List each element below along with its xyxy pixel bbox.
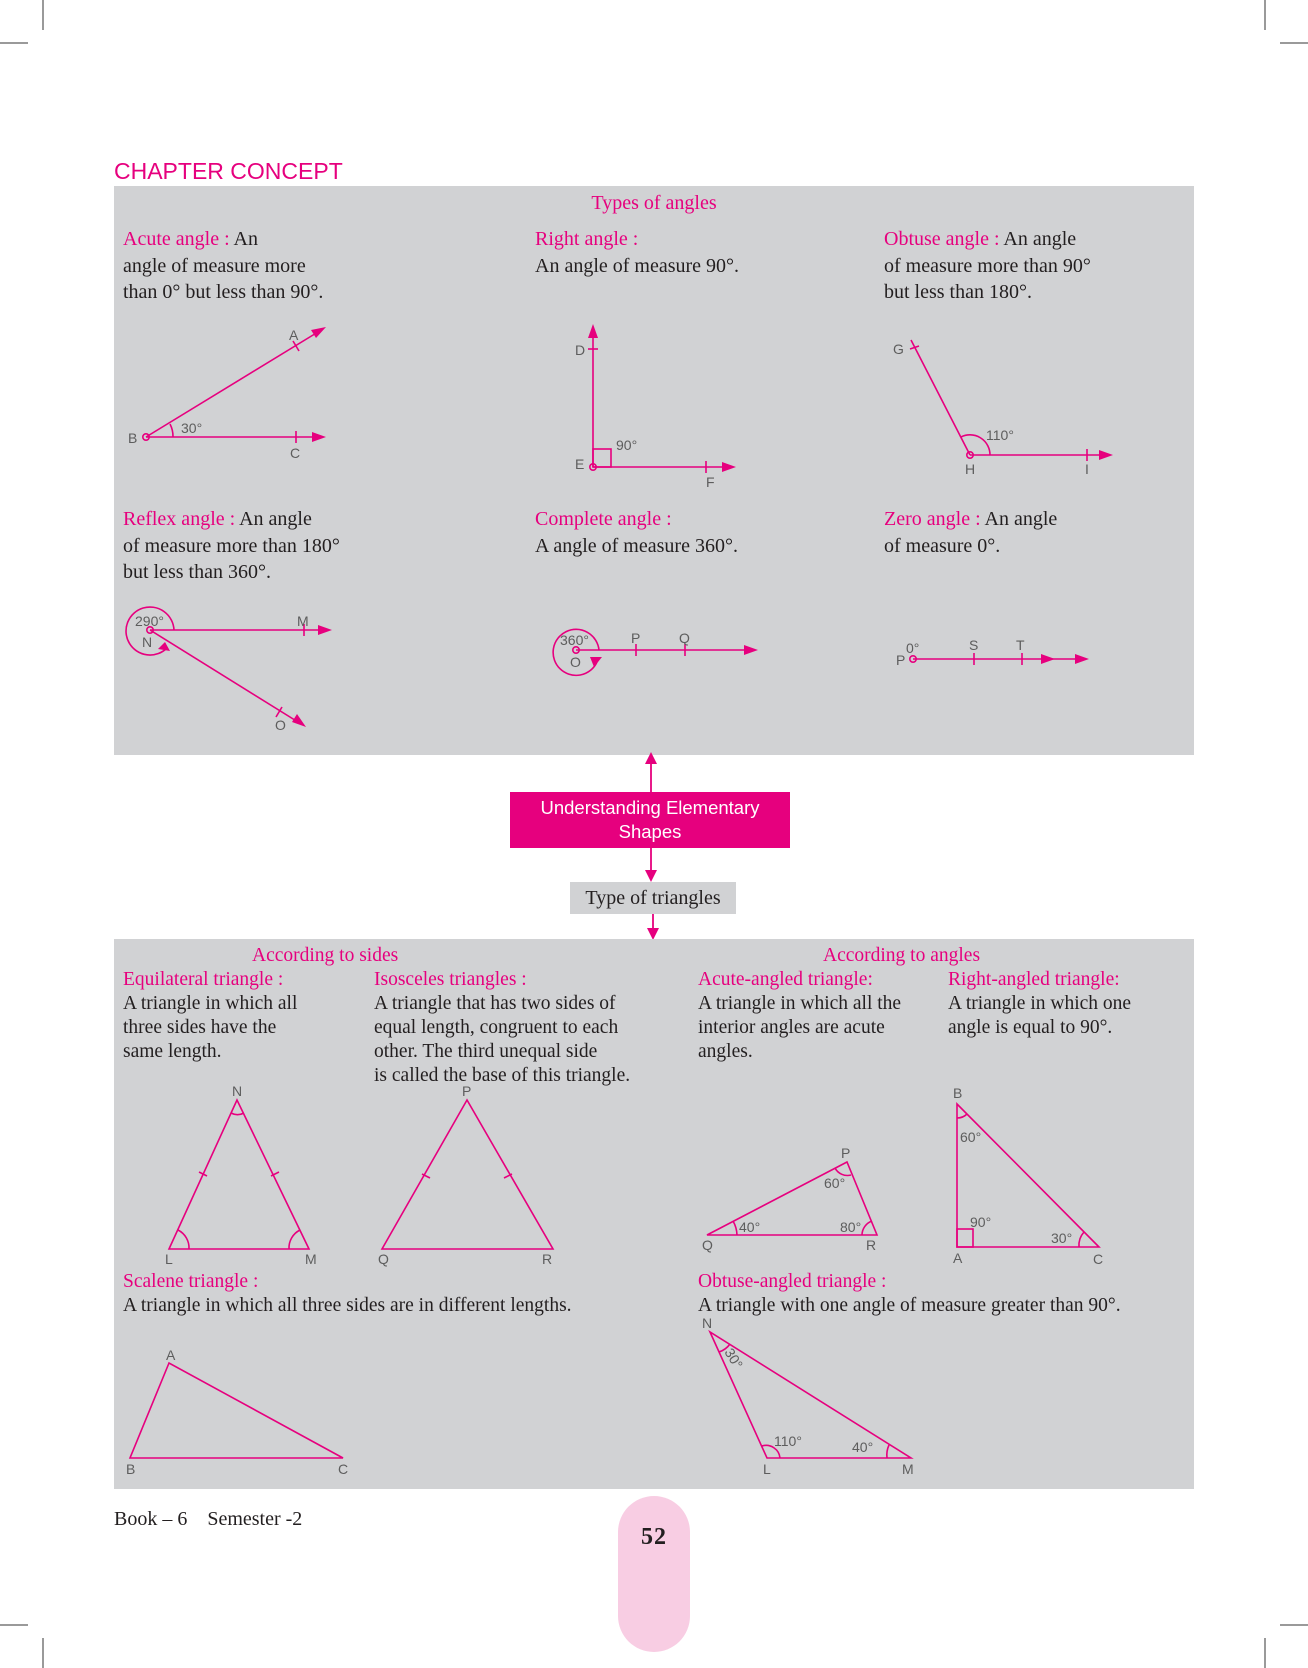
vertex-label: L — [165, 1251, 173, 1267]
angle-measure: 360° — [560, 632, 589, 648]
angle-measure: 80° — [840, 1219, 862, 1235]
page-number-tab — [618, 1496, 690, 1652]
angle-measure: 90° — [970, 1214, 992, 1230]
obtuse-angle-definition: Obtuse angle : An angle of measure more than 90° but less than 180°. — [884, 228, 1091, 303]
vertex-label: Q — [702, 1237, 713, 1253]
reflex-angle-definition: Reflex angle : An angle of measure more than 180° but less than 360°. — [123, 508, 340, 583]
right-angle-definition: Right angle : An angle of measure 90°. — [535, 228, 740, 277]
vertex-label: N — [232, 1083, 243, 1099]
point-label: C — [290, 445, 301, 461]
obtuse-angled-definition: Obtuse-angled triangle : A triangle with one angle of measure greater than 90°. — [698, 1271, 1121, 1316]
point-label: Q — [679, 630, 690, 646]
vertex-label: P — [462, 1083, 472, 1099]
obtuse-angle-term: Obtuse angle : — [884, 228, 1000, 250]
point-label: M — [297, 613, 309, 629]
vertex-label: A — [166, 1347, 176, 1363]
angle-measure: 40° — [852, 1439, 874, 1455]
vertex-label: B — [953, 1085, 963, 1101]
vertex-label: A — [953, 1250, 963, 1266]
point-label: P — [631, 630, 641, 646]
vertex-label: R — [542, 1251, 553, 1267]
obtuse-angled-term: Obtuse-angled triangle : — [698, 1271, 887, 1292]
page-number: 52 — [641, 1524, 667, 1550]
equilateral-definition: Equilateral triangle : A triangle in which all three sides have the same length. — [123, 969, 298, 1062]
point-label: A — [289, 327, 299, 343]
right-angled-term: Right-angled triangle: — [948, 969, 1120, 990]
point-label: S — [969, 637, 979, 653]
point-label: D — [575, 342, 586, 358]
angles-heading: According to angles — [823, 945, 981, 966]
vertex-label: C — [1093, 1251, 1104, 1267]
angle-measure: 290° — [135, 613, 164, 629]
vertex-label: N — [702, 1315, 713, 1331]
vertex-label: P — [896, 652, 906, 668]
angle-measure: 90° — [616, 437, 638, 453]
vertex-label: M — [305, 1251, 317, 1267]
zero-angle-term: Zero angle : — [884, 508, 981, 530]
vertex-label: P — [841, 1145, 851, 1161]
vertex-label: B — [126, 1461, 136, 1477]
point-label: T — [1016, 637, 1025, 653]
vertex-label: Q — [378, 1251, 389, 1267]
angle-measure: 0° — [906, 640, 920, 656]
vertex-label: B — [128, 430, 138, 446]
vertex-label: R — [866, 1237, 877, 1253]
acute-angle-definition: Acute angle : An angle of measure more than 0° but less than 90°. — [123, 228, 324, 303]
right-angle-term: Right angle : — [535, 228, 639, 250]
isosceles-definition: Isosceles triangles : A triangle that has two sides of equal length, congruent to each other. The third unequal side is called the base of this triangle. — [374, 969, 631, 1086]
equilateral-term: Equilateral triangle : — [123, 969, 284, 990]
triangles-label-box: Type of triangles — [570, 882, 736, 914]
angle-measure: 40° — [739, 1219, 761, 1235]
book-semester-label: Book – 6 Semester -2 — [114, 1508, 303, 1530]
vertex-label: L — [763, 1461, 771, 1477]
scalene-definition: Scalene triangle : A triangle in which all three sides are in different lengths. — [123, 1271, 572, 1316]
reflex-angle-term: Reflex angle : — [123, 508, 236, 530]
point-label: I — [1085, 461, 1089, 477]
vertex-label: E — [575, 456, 585, 472]
vertex-label: N — [142, 634, 153, 650]
point-label: O — [275, 717, 286, 733]
angle-measure: 30° — [721, 1345, 747, 1372]
chapter-heading: CHAPTER CONCEPT — [114, 158, 343, 184]
isosceles-term: Isosceles triangles : — [374, 969, 527, 990]
angle-measure: 30° — [181, 420, 203, 436]
sides-heading: According to sides — [252, 945, 399, 966]
angle-measure: 60° — [824, 1175, 846, 1191]
right-angled-definition: Right-angled triangle: A triangle in which one angle is equal to 90°. — [948, 969, 1132, 1038]
angles-panel-title: Types of angles — [591, 192, 717, 214]
angle-measure: 60° — [960, 1129, 982, 1145]
acute-angled-term: Acute-angled triangle: — [698, 969, 873, 990]
vertex-label: O — [570, 654, 581, 670]
point-label: G — [893, 341, 904, 357]
vertex-label: C — [338, 1461, 349, 1477]
angle-measure: 110° — [774, 1433, 802, 1449]
vertex-label: H — [965, 461, 976, 477]
central-topic-line1: Understanding Elementary — [540, 797, 760, 818]
point-label: F — [706, 474, 715, 490]
scalene-term: Scalene triangle : — [123, 1271, 259, 1292]
vertex-label: M — [902, 1461, 914, 1477]
angle-measure: 30° — [1051, 1230, 1073, 1246]
acute-angled-definition: Acute-angled triangle: A triangle in which all the interior angles are acute angles. — [698, 969, 902, 1062]
complete-angle-definition: Complete angle : A angle of measure 360°. — [535, 508, 738, 557]
acute-angle-term: Acute angle : — [123, 228, 230, 250]
angle-measure: 110° — [986, 427, 1014, 443]
complete-angle-term: Complete angle : — [535, 508, 672, 530]
central-topic-line2: Shapes — [618, 821, 682, 842]
zero-angle-definition: Zero angle : An angle of measure 0°. — [884, 508, 1058, 557]
